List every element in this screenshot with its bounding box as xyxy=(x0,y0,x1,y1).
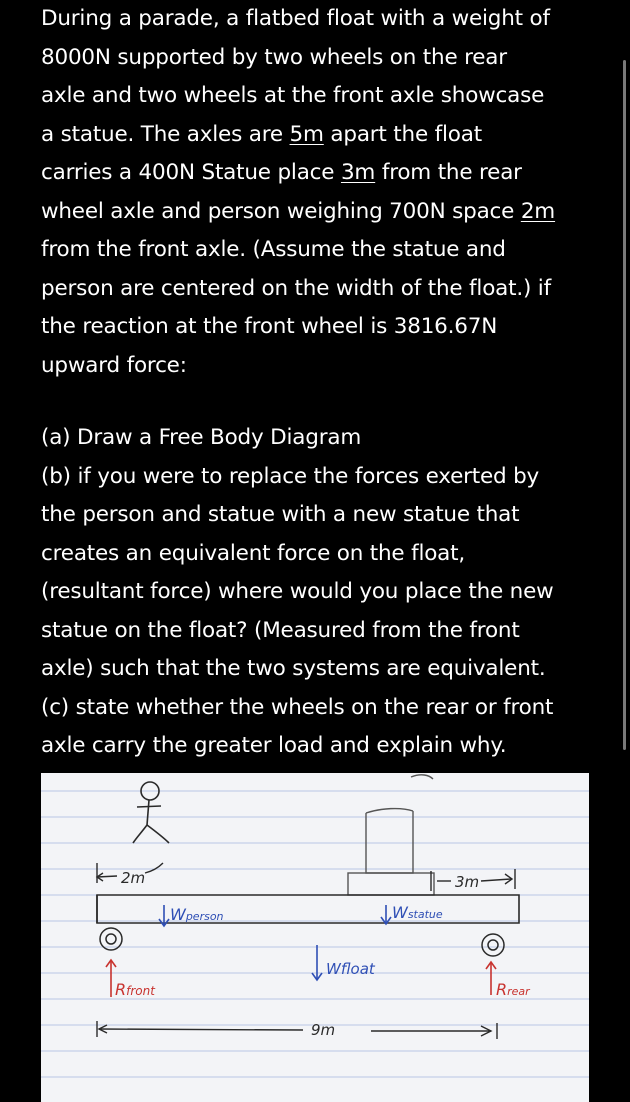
question-line: axle carry the greater load and explain why. xyxy=(41,733,507,758)
vertical-scrollbar[interactable] xyxy=(623,60,626,750)
free-body-diagram-photo xyxy=(41,773,589,1102)
problem-line: upward force: xyxy=(41,352,187,378)
dim-rear-label: 3m xyxy=(455,873,480,891)
question-line: statue on the float? (Measured from the front xyxy=(41,617,520,643)
float-deck xyxy=(97,895,519,923)
person-weight-label: Wperson xyxy=(170,905,224,924)
underlined-value: 3m xyxy=(340,160,376,185)
question-line: (c) state whether the wheels on the rear or front xyxy=(41,694,554,720)
underlined-value: 5m xyxy=(289,121,324,147)
text-fragment: apart the float xyxy=(323,121,482,147)
problem-line: person are centered on the width of the float.) if xyxy=(41,275,551,301)
overall-length-dimension xyxy=(97,1021,497,1039)
problem-line: During a parade, a flatbed float with a weight of xyxy=(41,6,550,31)
problem-line xyxy=(41,193,601,232)
rear-wheel xyxy=(482,934,504,956)
overall-length-label: 9m xyxy=(311,1021,336,1039)
float-weight-arrow xyxy=(312,945,322,980)
problem-line xyxy=(41,116,601,155)
free-body-diagram-sketch xyxy=(41,773,589,1102)
statue-weight-label: Wstatue xyxy=(392,903,443,922)
problem-line: axle and two wheels at the front axle showcase xyxy=(41,83,545,108)
front-reaction-label: Rfront xyxy=(115,980,155,999)
rear-reaction-label: Rrear xyxy=(496,980,530,999)
statue-figure xyxy=(348,775,434,895)
float-weight-label: Wfloat xyxy=(326,960,375,978)
problem-line: 8000N supported by two wheels on the rear xyxy=(41,44,507,70)
problem-statement xyxy=(41,0,601,385)
rear-reaction-arrow xyxy=(486,962,496,995)
text-fragment: wheel axle and person weighing 700N space xyxy=(41,198,521,224)
underlined-value: 2m xyxy=(520,198,556,224)
problem-line: the reaction at the front wheel is 3816.67N xyxy=(41,314,498,339)
text-fragment: from the rear xyxy=(375,160,522,185)
question-line: the person and statue with a new statue that xyxy=(41,502,520,527)
question-line: (resultant force) where would you place the new xyxy=(41,579,554,604)
problem-line xyxy=(41,154,601,193)
question-line: creates an equivalent force on the float, xyxy=(41,540,466,566)
question-line: (b) if you were to replace the forces exerted by xyxy=(41,463,540,489)
dim-front-label: 2m xyxy=(121,869,146,887)
question-line: axle) such that the two systems are equivalent. xyxy=(41,656,546,681)
text-fragment: carries a 400N Statue place xyxy=(41,160,341,185)
text-fragment: a statue. The axles are xyxy=(41,121,290,147)
question-list xyxy=(41,419,601,766)
question-line: (a) Draw a Free Body Diagram xyxy=(41,425,362,450)
problem-line: from the front axle. (Assume the statue and xyxy=(41,237,506,262)
